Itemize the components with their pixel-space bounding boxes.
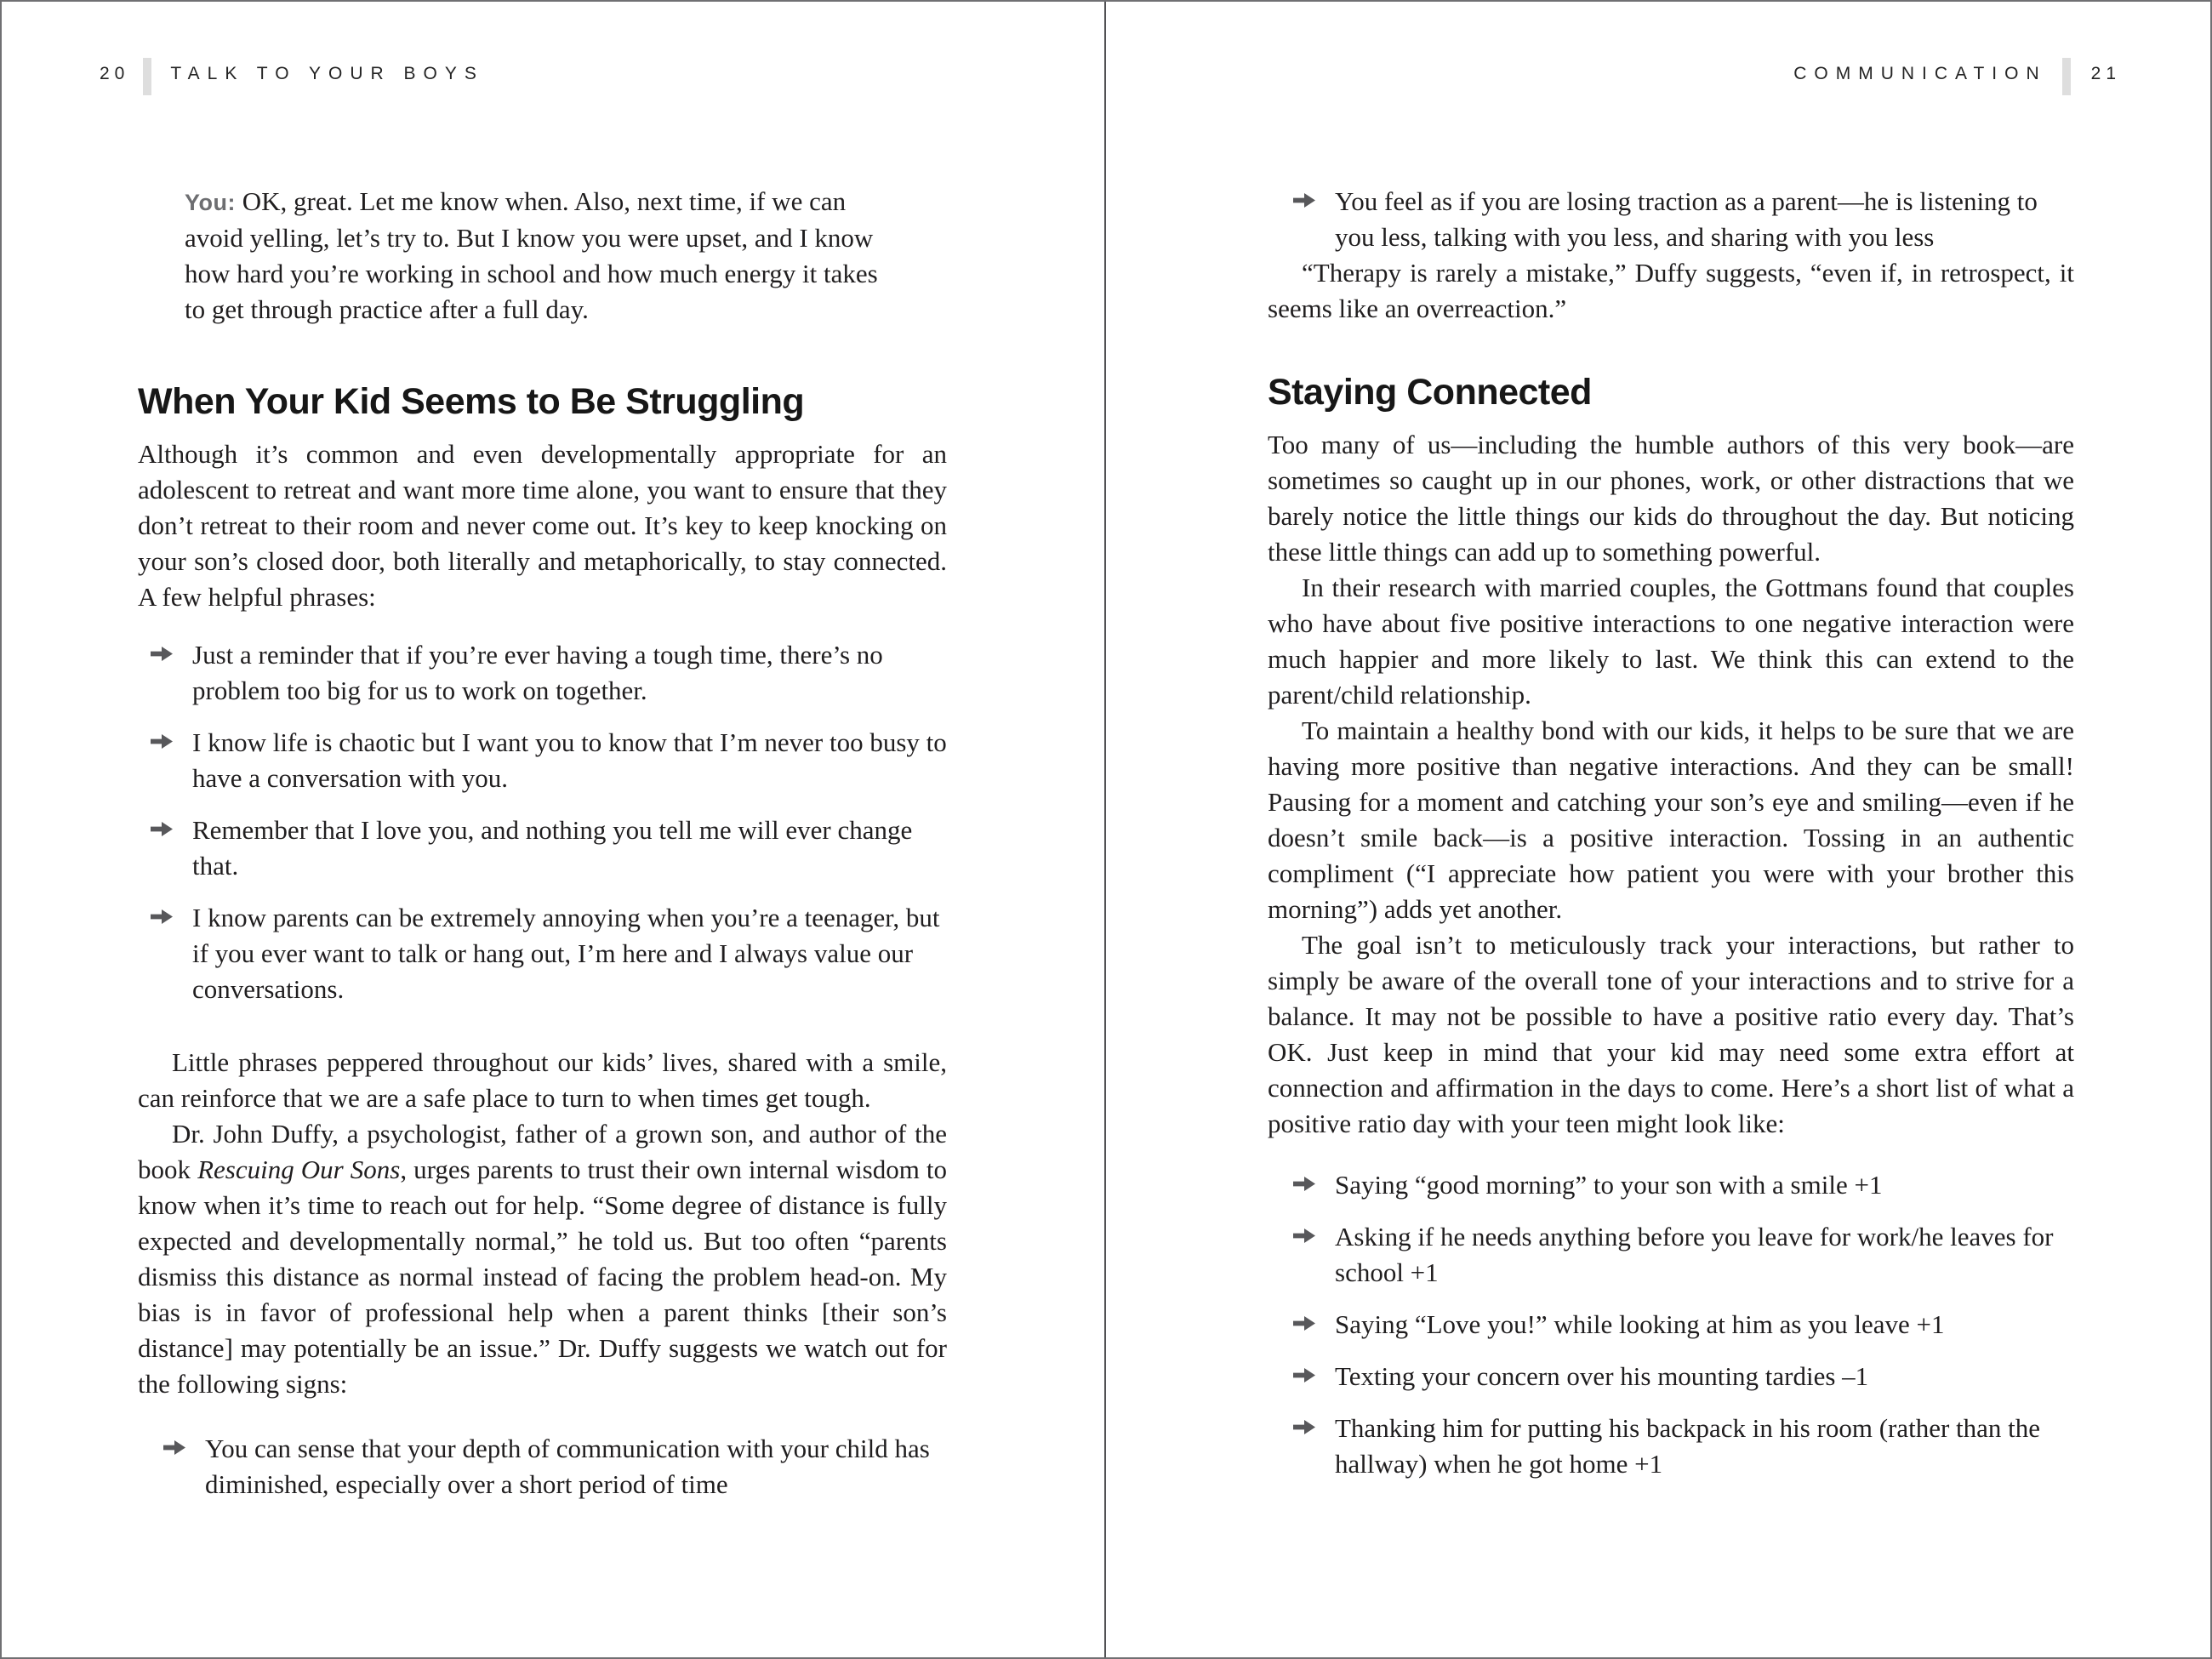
paragraph-the-goal: The goal isn’t to meticulously track your interactions, but rather to simply be aware of the overall tone of your interactions and to strive for a balance. It may not be possible to have a positive ratio every day. That’s OK. Just keep in mind that your kid may need some extra effort at connection and affirmation in the days to come. Here’s a short list of what a positive ratio day with your teen might look like:: [1268, 930, 2074, 1138]
page-right: [1106, 2, 2210, 1657]
page-left-content: [138, 184, 947, 1502]
arrow-bullet-icon: [1293, 1175, 1316, 1193]
paragraph-gottman-research: In their research with married couples, the Gottmans found that couples who have about five positive interactions to one negative interaction were much happier and more likely to last. We think this can extend to the parent/child relationship.: [1268, 573, 2074, 710]
dialogue-paragraph: [185, 184, 904, 328]
list-item-text: Texting your concern over his mounting tardies –1: [1335, 1361, 1869, 1391]
arrow-bullet-icon: [1293, 1314, 1316, 1332]
paragraph-too-many-of-us: Too many of us—including the humble authors of this very book—are sometimes so caught up in our phones, work, or other distractions that we barely notice the little things our kids do throughout the day. But noticing these little things can add up to something powerful.: [1268, 430, 2074, 567]
list-item: [151, 900, 947, 1007]
list-item-text: Saying “Love you!” while looking at him as you leave +1: [1335, 1309, 1945, 1339]
list-item-text: Asking if he needs anything before you leave for work/he leaves for school +1: [1335, 1222, 2054, 1287]
arrow-bullet-icon: [151, 733, 174, 750]
list-item-text: Saying “good morning” to your son with a smile +1: [1335, 1170, 1883, 1200]
header-bar-icon: [2062, 58, 2071, 95]
arrow-bullet-icon: [1293, 191, 1316, 209]
list-item-text: Just a reminder that if you’re ever having a tough time, there’s no problem too big for us to work on together.: [192, 640, 883, 705]
list-item: [1293, 1307, 2074, 1343]
list-item-text: Thanking him for putting his backpack in his room (rather than the hallway) when he got home +1: [1335, 1413, 2041, 1479]
list-item: [1293, 1219, 2074, 1291]
arrow-bullet-icon: [1293, 1227, 1316, 1245]
list-item-text: Remember that I love you, and nothing you tell me will ever change that.: [192, 815, 913, 881]
list-item-text: I know parents can be extremely annoying when you’re a teenager, but if you ever want to talk or hang out, I’m here and I always value our conversations.: [192, 903, 940, 1004]
list-item: [1293, 1411, 2074, 1482]
list-item-text: You can sense that your depth of communication with your child has diminished, especially over a short period of time: [205, 1434, 930, 1499]
list-item: [151, 725, 947, 796]
page-left: [2, 2, 1106, 1657]
paragraph-therapy-quote: “Therapy is rarely a mistake,” Duffy suggests, “even if, in retrospect, it seems like an overreaction.”: [1268, 258, 2074, 323]
paragraph-struggling-intro: Although it’s common and even developmentally appropriate for an adolescent to retreat and want more time alone, you want to ensure that they don’t retreat to their room and never come out. It’s key to keep knocking on your son’s closed door, both literally and metaphorically, to stay connected. A few helpful phrases:: [138, 439, 947, 612]
dialogue-text: OK, great. Let me know when. Also, next time, if we can avoid yelling, let’s try to. But I know you were upset, and I know how hard you’re working in school and how much energy it takes to get through practice after a full day.: [185, 186, 878, 324]
section-heading-struggling: When Your Kid Seems to Be Struggling: [138, 381, 805, 422]
helpful-phrases-list: [138, 637, 947, 1007]
running-head-right: [1268, 53, 2121, 95]
page-right-content: [1268, 184, 2074, 1482]
duffy-text-after-title: , urges parents to trust their own internal wisdom to know when it’s time to reach out for help. “Some degree of distance is fully expected and developmentally normal,” he told us. But too often “parents dismiss this distance as normal instead of facing the problem head-on. My bias is in favor of professional help when a parent thinks [their son’s distance] may potentially be an issue.” Dr. Duffy suggests we watch out for the following signs:: [138, 1154, 948, 1399]
list-item-text: I know life is chaotic but I want you to know that I’m never too busy to have a conversation with you.: [192, 727, 947, 793]
list-item-text: You feel as if you are losing traction as a parent—he is listening to you less, talking with you less, and sharing with you less: [1335, 186, 2038, 252]
paragraph-little-phrases: Little phrases peppered throughout our kids’ lives, shared with a smile, can reinforce that we are a safe place to turn to when times get tough.: [138, 1047, 947, 1113]
running-head-left: [100, 53, 947, 95]
arrow-bullet-icon: [151, 645, 174, 663]
running-title-right: COMMUNICATION: [1793, 64, 2047, 83]
list-item: [151, 812, 947, 884]
page-number-right: 21: [2090, 64, 2121, 83]
list-item: [1293, 1359, 2074, 1394]
dialogue-speaker-label: You:: [185, 190, 236, 215]
warning-signs-list: [151, 1431, 947, 1502]
warning-signs-list-continued: [1280, 184, 2074, 255]
list-item: [1293, 184, 2074, 255]
page-number-left: 20: [100, 64, 130, 83]
book-title-italic: Rescuing Our Sons: [197, 1154, 401, 1184]
duffy-text-before-title: Dr. John Duffy, a psychologist, father of a grown son, and author of the book: [138, 1119, 947, 1184]
paragraph-dr-duffy: [138, 1116, 947, 1402]
header-bar-icon: [143, 58, 151, 95]
list-item: [1293, 1167, 2074, 1203]
arrow-bullet-icon: [163, 1439, 186, 1457]
arrow-bullet-icon: [151, 908, 174, 926]
running-title-left: TALK TO YOUR BOYS: [170, 64, 484, 83]
arrow-bullet-icon: [1293, 1366, 1316, 1384]
arrow-bullet-icon: [151, 820, 174, 838]
paragraph-healthy-bond: To maintain a healthy bond with our kids, it helps to be sure that we are having more positive than negative interactions. And they can be small! Pausing for a moment and catching your son’s eye and smiling—even if he doesn’t smile back—is a positive interaction. Tossing in an authentic compliment (“I appreciate how patient you were with your brother this morning”) adds yet another.: [1268, 715, 2074, 924]
arrow-bullet-icon: [1293, 1418, 1316, 1436]
list-item: [163, 1431, 947, 1502]
positive-ratio-list: [1280, 1167, 2074, 1482]
section-heading-staying-connected: Staying Connected: [1268, 372, 1592, 413]
list-item: [151, 637, 947, 709]
